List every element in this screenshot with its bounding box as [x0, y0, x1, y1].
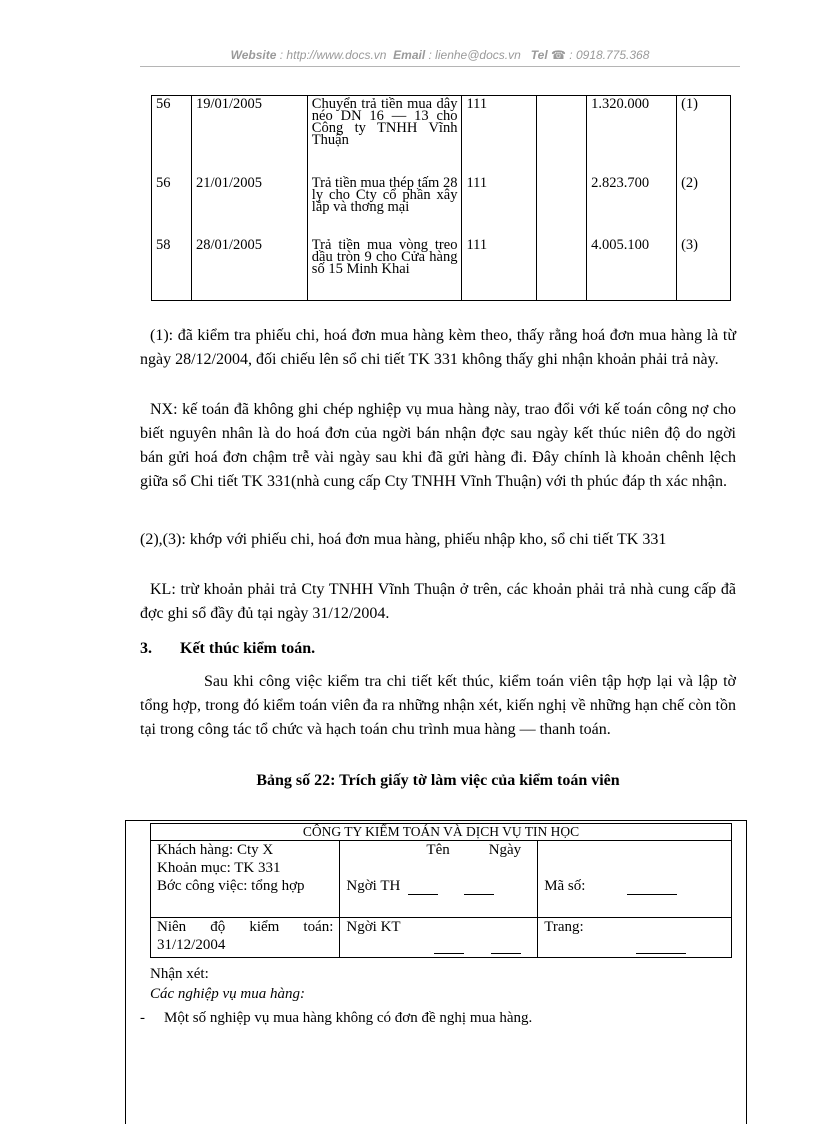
- ledger-table: [151, 95, 731, 301]
- page-header: [140, 48, 740, 62]
- section-number: 3.: [140, 640, 152, 657]
- remark-label: Nhận xét:: [150, 966, 209, 982]
- code-label: Mã số:: [544, 878, 586, 894]
- purchase-subheading: Các nghiệp vụ mua hàng:: [150, 986, 305, 1002]
- voucher-no: 56: [152, 96, 192, 175]
- reference: (1): [677, 96, 731, 175]
- preparer-cell: [340, 877, 538, 917]
- section-title: Kết thúc kiểm toán.: [180, 640, 316, 657]
- client-cell: [151, 841, 340, 878]
- voucher-no: 58: [152, 237, 192, 301]
- code-cell: [538, 877, 732, 917]
- table-row: [152, 237, 731, 301]
- description: Chuyển trả tiền mua dây néo DN 16 — 13 cho Công ty TNHH Vĩnh Thuận: [307, 96, 462, 175]
- table-row: [152, 96, 731, 175]
- blank-cell: [537, 96, 587, 175]
- email-value[interactable]: : lienhe@docs.vn: [428, 48, 521, 62]
- amount: 4.005.100: [587, 237, 677, 301]
- preparer-label: Ngời TH: [346, 878, 401, 894]
- page-blank[interactable]: [636, 939, 686, 954]
- account: 111: [462, 237, 537, 301]
- description: Trả tiền mua thép tấm 28 ly cho Cty cổ phần xây lắp và thơng mại: [307, 175, 462, 237]
- code-blank[interactable]: [627, 880, 677, 895]
- blank-cell: [537, 175, 587, 237]
- working-paper-table: [150, 823, 732, 958]
- reference: (2): [677, 175, 731, 237]
- amount: 2.823.700: [587, 175, 677, 237]
- preparer-date-blank[interactable]: [464, 880, 494, 895]
- email-label: Email: [393, 48, 426, 62]
- column-name-label: Tên: [426, 842, 450, 858]
- preparer-name-blank[interactable]: [408, 880, 438, 895]
- voucher-date: 19/01/2005: [191, 96, 307, 175]
- paragraph-note-1: (1): đã kiểm tra phiếu chi, hoá đơn mua hàng kèm theo, thấy rằng hoá đơn mua hàng là từ ngày 28/12/2004, đối chiếu lên sổ chi tiết TK 331 không thấy ghi nhận khoản phải trả này.: [140, 327, 736, 368]
- website-value[interactable]: : http://www.docs.vn: [279, 48, 387, 62]
- company-name: CÔNG TY KIỂM TOÁN VÀ DỊCH VỤ TIN HỌC: [151, 824, 732, 841]
- account: 111: [462, 96, 537, 175]
- page-cell: [538, 917, 732, 957]
- voucher-date: 21/01/2005: [191, 175, 307, 237]
- code-header-cell: [538, 841, 732, 878]
- paragraph-observation: NX: kế toán đã không ghi chép nghiệp vụ mua hàng này, trao đổi với kế toán công nợ cho biết nguyên nhân là do hoá đơn của ngời bán nhận đợc sau ngày kết thúc niên độ do ngời bán gửi hoá đơn chậm trễ vài ngày sau khi đã gửi hàng đi. Đây chính là khoản chênh lệch giữa sổ Chi tiết TK 331(nhà cung cấp Cty TNHH Vĩnh Thuận) với th phúc đáp th xác nhận.: [140, 401, 736, 490]
- tel-label: Tel: [530, 48, 548, 62]
- paragraph-closing: Sau khi công việc kiểm tra chi tiết kết thúc, kiểm toán viên tập hợp lại và lập tờ tổng hợp, trong đó kiểm toán viên đa ra những nhận xét, kiến nghị về những hạn chế còn tồn tại trong công tác tổ chức và hạch toán chu trình mua hàng — thanh toán.: [140, 673, 736, 738]
- voucher-date: 28/01/2005: [191, 237, 307, 301]
- bullet-text: Một số nghiệp vụ mua hàng không có đơn đề nghị mua hàng.: [164, 1010, 533, 1026]
- paragraph-conclusion: KL: trừ khoản phải trả Cty TNHH Vĩnh Thuận ở trên, các khoản phải trả nhà cung cấp đã đợc ghi sổ đầy đủ tại ngày 31/12/2004.: [140, 581, 736, 622]
- table-row: [152, 175, 731, 237]
- voucher-no: 56: [152, 175, 192, 237]
- list-item: [140, 1010, 532, 1027]
- reviewer-label: Ngời KT: [346, 918, 401, 935]
- tel-value: ☎ : 0918.775.368: [551, 48, 650, 62]
- client-line: Khách hàng: Cty X: [157, 842, 274, 858]
- reviewer-date-blank[interactable]: [491, 939, 521, 954]
- website-label: Website: [230, 48, 277, 62]
- work-step: Bớc công việc: tổng hợp: [151, 877, 340, 917]
- amount: 1.320.000: [587, 96, 677, 175]
- reviewer-name-blank[interactable]: [434, 939, 464, 954]
- table-caption: Bảng số 22: Trích giấy tờ làm việc của kiểm toán viên: [256, 772, 620, 789]
- description: Trả tiền mua vòng treo dầu tròn 9 cho Cửa hàng số 15 Minh Khai: [307, 237, 462, 301]
- column-date-label: Ngày: [488, 842, 522, 858]
- item-line: Khoản mục: TK 331: [157, 860, 281, 876]
- paragraph-note-2-3: (2),(3): khớp với phiếu chi, hoá đơn mua hàng, phiếu nhập kho, sổ chi tiết TK 331: [140, 531, 667, 548]
- header-divider: [140, 66, 740, 67]
- account: 111: [462, 175, 537, 237]
- reference: (3): [677, 237, 731, 301]
- page-label: Trang:: [544, 918, 584, 935]
- audit-period: Niên độ kiểm toán: 31/12/2004: [151, 917, 340, 957]
- bullet-dash: -: [140, 1010, 145, 1026]
- section-heading: [140, 640, 315, 658]
- reviewer-cell: [340, 917, 538, 957]
- signoff-header-cell: [340, 841, 538, 878]
- blank-cell: [537, 237, 587, 301]
